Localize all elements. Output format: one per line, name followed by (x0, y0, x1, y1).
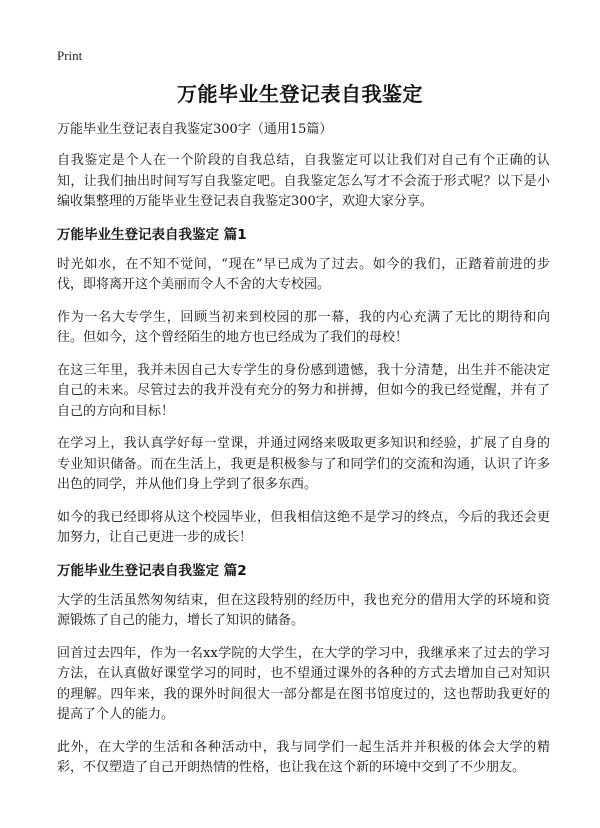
section-2-paragraph: 此外，在大学的生活和各种活动中，我与同学们一起生活并并积极的体会大学的精彩，不仅塑造了自己开朗热情的性格，也让我在这个新的环境中交到了不少朋友。 (57, 739, 550, 775)
section-1-paragraph: 时光如水，在不知不觉间，“现在”早已成为了过去。如今的我们，正踏着前进的步伐，即将离开这个美丽而令人不舍的大专校园。 (57, 256, 550, 292)
section-1-paragraph: 作为一名大专学生，回顾当初来到校园的那一幕，我的内心充满了无比的期待和向往。但如今，这个曾经陌生的地方也已经成为了我们的母校！ (57, 309, 550, 345)
document-body (57, 120, 550, 791)
section-1-paragraph: 在这三年里，我并未因自己大专学生的身份感到遗憾，我十分清楚，出生并不能决定自己的未来。尽管过去的我并没有充分的努力和拼搏，但如今的我已经觉醒，并有了自己的方向和目标！ (57, 362, 550, 419)
print-label: Print (57, 48, 83, 63)
section-heading: 万能毕业生登记表自我鉴定 篇1 (57, 226, 247, 243)
section-heading: 万能毕业生登记表自我鉴定 篇2 (57, 562, 247, 579)
section-1-paragraph: 如今的我已经即将从这个校园毕业，但我相信这绝不是学习的终点，今后的我还会更加努力，让自己更进一步的成长！ (57, 509, 550, 545)
section-2-paragraph: 回首过去四年，作为一名xx学院的大学生，在大学的学习中，我继承来了过去的学习方法，在认真做好课堂学习的同时，也不望通过课外的各种的方式去增加自己对知识的理解。四年来，我的课外时间很大一部分都是在图书馆度过的，这也帮助我更好的提高了个人的能力。 (57, 645, 550, 722)
section-1-paragraph: 在学习上，我认真学好每一堂课，并通过网络来吸取更多知识和经验，扩展了自身的专业知识储备。而在生活上，我更是积极参与了和同学们的交流和沟通，认识了许多出色的同学，并从他们身上学到了很多东西。 (57, 436, 550, 492)
document-subtitle: 万能毕业生登记表自我鉴定300字（通用15篇） (57, 122, 333, 137)
document-title: 万能毕业生登记表自我鉴定 (177, 82, 423, 106)
section-2-paragraph: 大学的生活虽然匆匆结束，但在这段特别的经历中，我也充分的借用大学的环境和资源锻炼了自己的能力，增长了知识的储备。 (57, 592, 550, 628)
intro-paragraph: 自我鉴定是个人在一个阶段的自我总结，自我鉴定可以让我们对自己有个正确的认知，让我们抽出时间写写自我鉴定吧。自我鉴定怎么写才不会流于形式呢？以下是小编收集整理的万能毕业生登记表自我鉴定300字，欢迎大家分享。 (57, 153, 550, 209)
